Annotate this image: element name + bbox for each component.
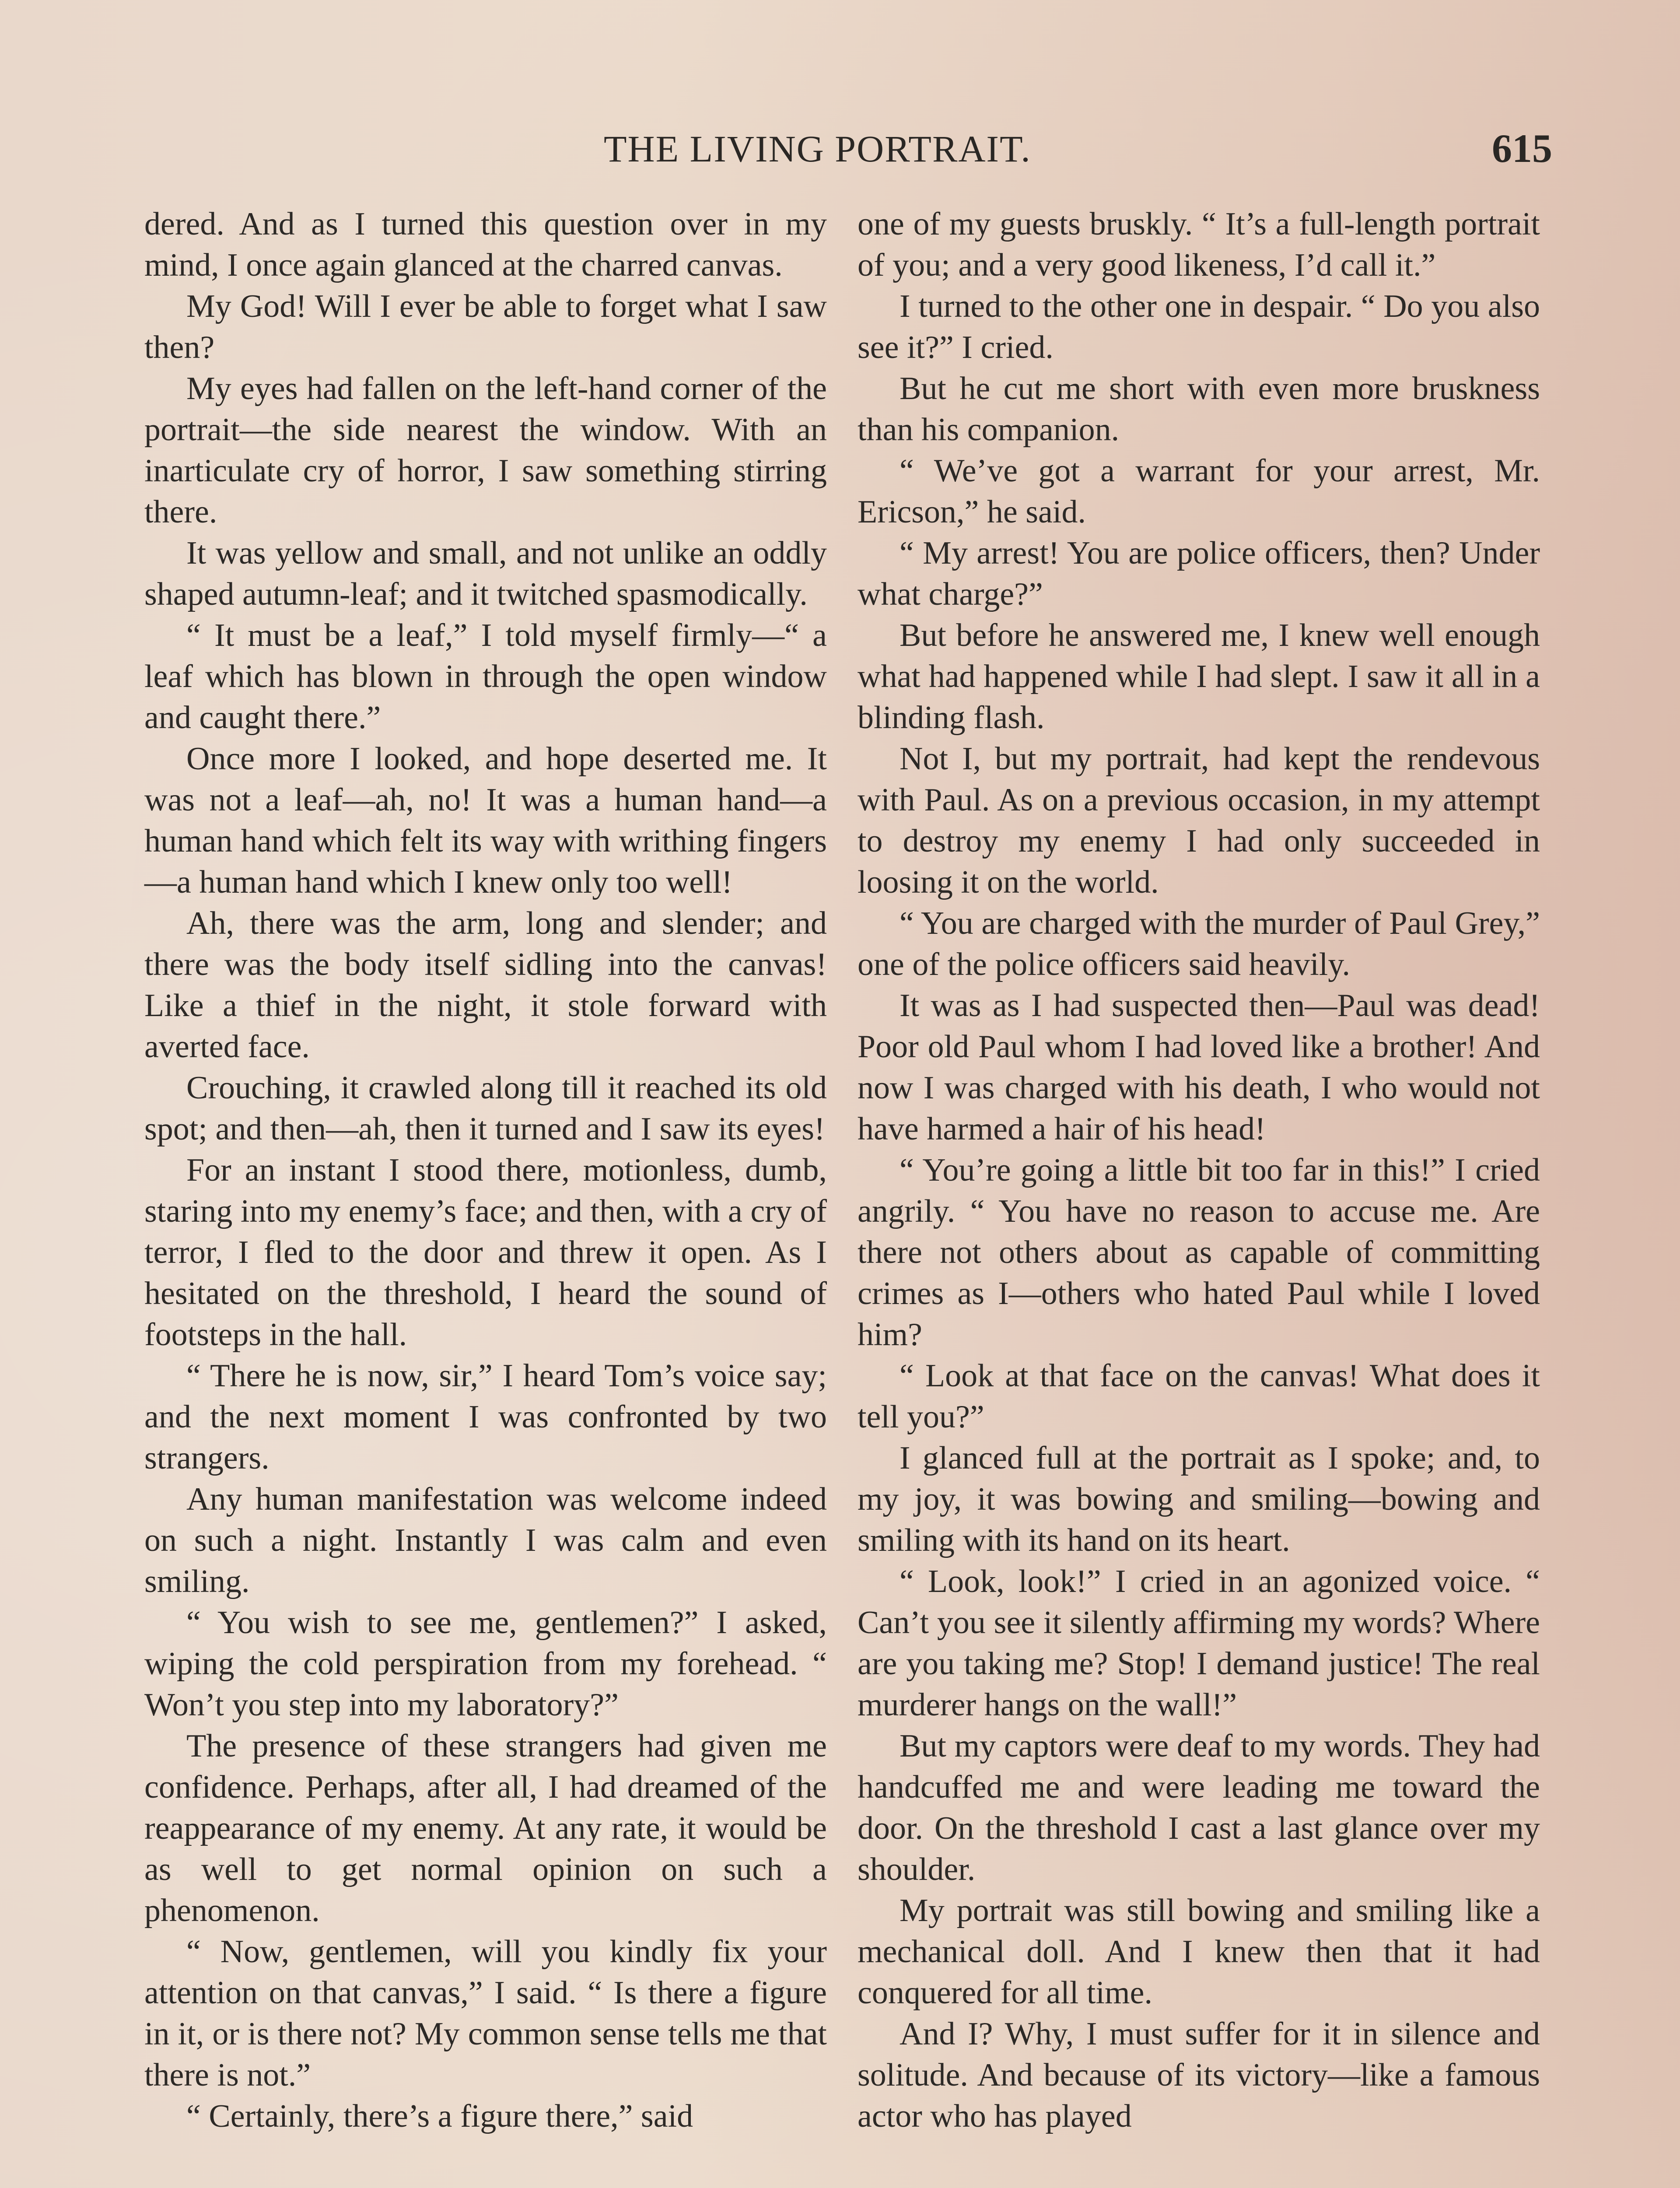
- paragraph: “ There he is now, sir,” I heard Tom’s voice say; and the next moment I was confronted by two strangers.: [144, 1358, 827, 1476]
- left-column: [144, 203, 827, 2137]
- paragraph: My portrait was still bowing and smiling like a mechanical doll. And I knew then that it had conquered for all time.: [858, 1893, 1540, 2011]
- paragraph: My God! Will I ever be able to forget what I saw then?: [144, 288, 827, 365]
- paragraph: “ You’re going a little bit too far in this!” I cried angrily. “ You have no reason to accuse me. Are there not others about as capable of committing crimes as I—others who hated Paul while I loved him?: [858, 1152, 1540, 1353]
- paragraph: It was yellow and small, and not unlike an oddly shaped autumn-leaf; and it twitched spasmodically.: [144, 535, 827, 612]
- paragraph: The presence of these strangers had given me confidence. Perhaps, after all, I had dreamed of the reappearance of my enemy. At any rate, it would be as well to get normal opinion on such a phenomenon.: [144, 1728, 827, 1929]
- paragraph: But he cut me short with even more bruskness than his companion.: [858, 371, 1540, 448]
- paragraph: For an instant I stood there, motionless, dumb, staring into my enemy’s face; and then, with a cry of terror, I fled to the door and threw it open. As I hesitated on the threshold, I heard the sound of footsteps in the hall.: [144, 1152, 827, 1353]
- paragraph: I glanced full at the portrait as I spoke; and, to my joy, it was bowing and smiling—bowing and smiling with its hand on its heart.: [858, 1440, 1540, 1558]
- paragraph: Once more I looked, and hope deserted me. It was not a leaf—ah, no! It was a human hand—a human hand which felt its way with writhing fingers—a human hand which I knew only too well!: [144, 741, 827, 900]
- paragraph: “ Look, look!” I cried in an agonized voice. “ Can’t you see it silently affirming my words? Where are you taking me? Stop! I demand justice! The real murderer hangs on the wall!”: [858, 1564, 1540, 1723]
- paragraph: My eyes had fallen on the left-hand corner of the portrait—the side nearest the window. With an inarticulate cry of horror, I saw something stirring there.: [144, 371, 827, 530]
- paragraph: “ It must be a leaf,” I told myself firmly—“ a leaf which has blown in through the open window and caught there.”: [144, 617, 827, 736]
- paragraph: “ You are charged with the murder of Paul Grey,” one of the police officers said heavily.: [858, 905, 1540, 982]
- paragraph: “ You wish to see me, gentlemen?” I asked, wiping the cold perspiration from my forehead. “ Won’t you step into my laboratory?”: [144, 1605, 827, 1723]
- paragraph: “ My arrest! You are police officers, then? Under what charge?”: [858, 535, 1540, 612]
- page-number: 615: [1492, 126, 1552, 171]
- paragraph: And I? Why, I must suffer for it in silence and solitude. And because of its victory—like a famous actor who has played: [858, 2016, 1540, 2134]
- running-title: THE LIVING PORTRAIT.: [604, 128, 1031, 170]
- paragraph: It was as I had suspected then—Paul was dead! Poor old Paul whom I had loved like a brother! And now I was charged with his death, I who would not have harmed a hair of his head!: [858, 988, 1540, 1147]
- paragraph: “ Look at that face on the canvas! What does it tell you?”: [858, 1358, 1540, 1435]
- paragraph: Crouching, it crawled along till it reached its old spot; and then—ah, then it turned and I saw its eyes!: [144, 1070, 827, 1147]
- paragraph: But before he answered me, I knew well enough what had happened while I had slept. I saw it all in a blinding flash.: [858, 617, 1540, 736]
- right-column: [858, 203, 1540, 2137]
- paragraph: Not I, but my portrait, had kept the rendevous with Paul. As on a previous occasion, in my attempt to destroy my enemy I had only succeeded in loosing it on the world.: [858, 741, 1540, 900]
- paragraph: Any human manifestation was welcome indeed on such a night. Instantly I was calm and even smiling.: [144, 1481, 827, 1599]
- paragraph: Ah, there was the arm, long and slender; and there was the body itself sidling into the canvas! Like a thief in the night, it stole forward with averted face.: [144, 905, 827, 1065]
- paragraph: But my captors were deaf to my words. They had handcuffed me and were leading me toward the door. On the threshold I cast a last glance over my shoulder.: [858, 1728, 1540, 1887]
- paragraph: I turned to the other one in despair. “ Do you also see it?” I cried.: [858, 288, 1540, 365]
- paragraph: one of my guests bruskly. “ It’s a full-length portrait of you; and a very good likeness, I’d call it.”: [858, 206, 1540, 283]
- paragraph: “ We’ve got a warrant for your arrest, Mr. Ericson,” he said.: [858, 453, 1540, 530]
- paragraph: “ Now, gentlemen, will you kindly fix your attention on that canvas,” I said. “ Is there a figure in it, or is there not? My common sense tells me that there is not.”: [144, 1934, 827, 2093]
- paragraph: “ Certainly, there’s a figure there,” said: [186, 2098, 693, 2134]
- paragraph: dered. And as I turned this question over in my mind, I once again glanced at the charred canvas.: [144, 206, 827, 283]
